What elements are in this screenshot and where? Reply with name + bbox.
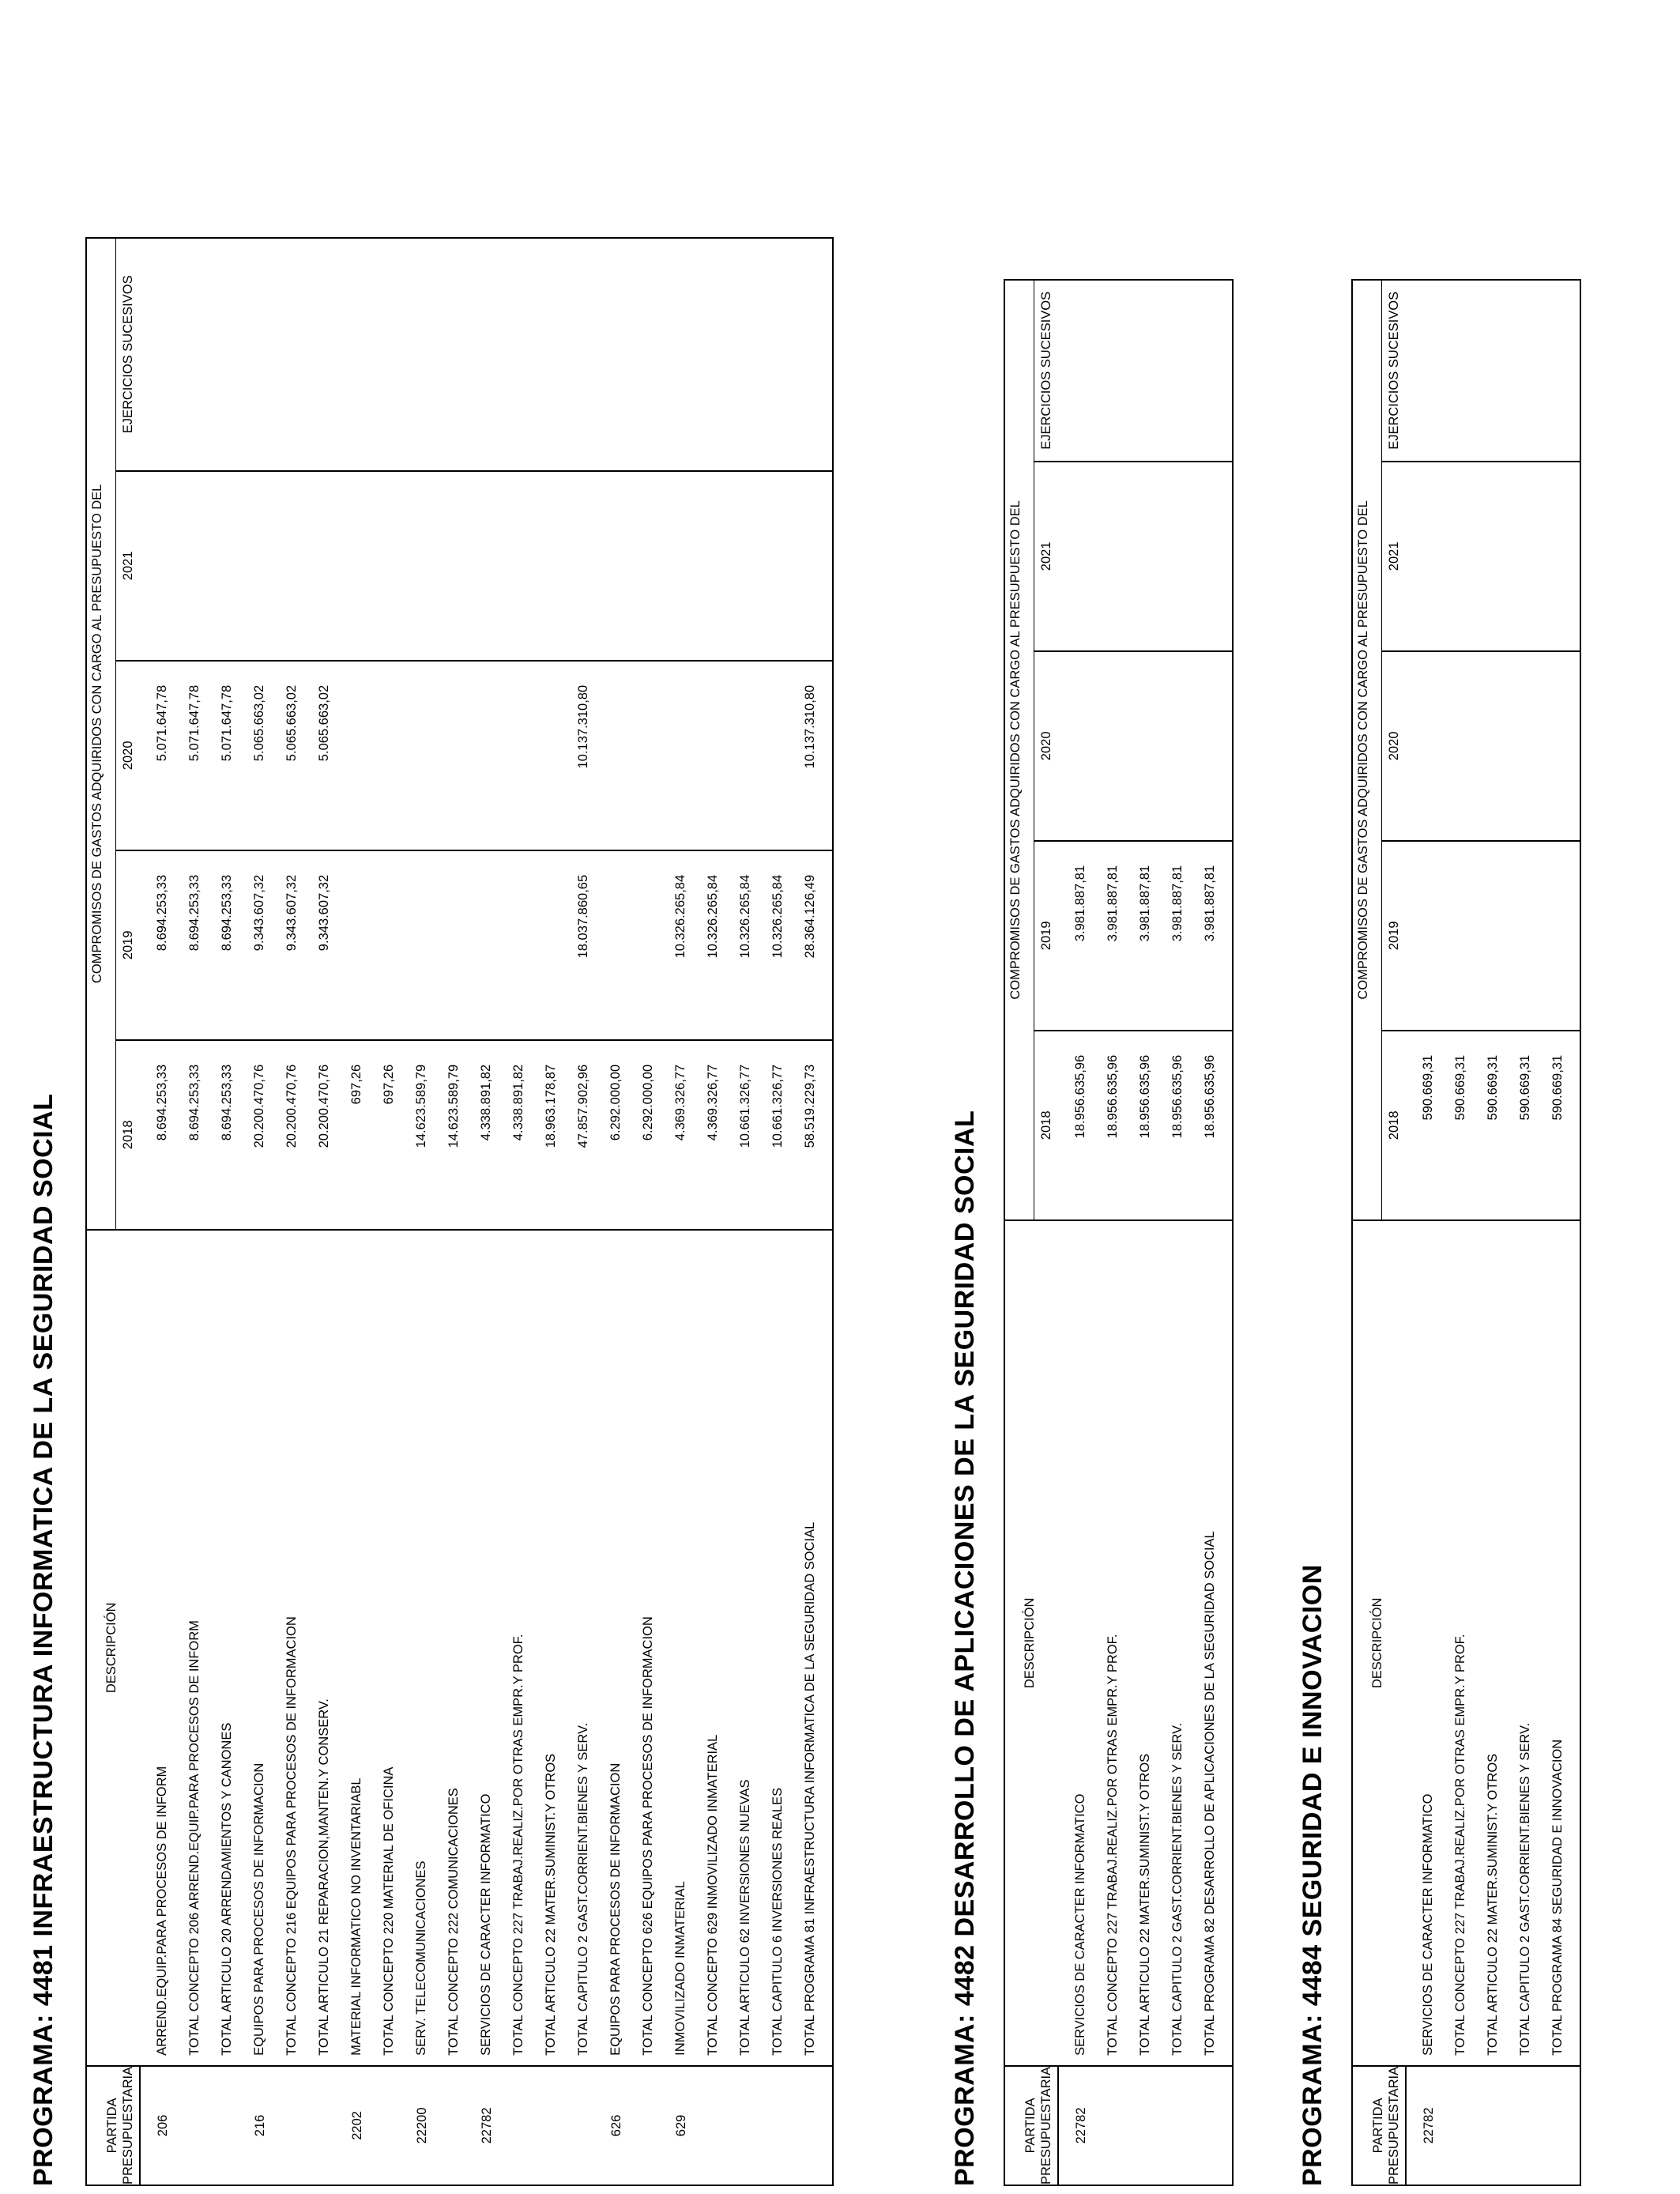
partida-column — [140, 2066, 833, 2185]
value-2021-cell — [405, 472, 438, 660]
compromisos-header: COMPROMISOS DE GASTOS ADQUIRIDOS CON CARGO AL PRESUPUESTO DEL — [86, 238, 116, 1230]
value-2019-cell — [535, 851, 567, 1039]
value-2018-cell: 8.694.253,33 — [220, 1064, 234, 1141]
value-2020-cell: 10.137.310,80 — [576, 684, 590, 769]
program-section-4484 — [1298, 279, 1581, 2186]
description-cell: TOTAL CAPITULO 2 GAST.CORRIENT.BIENES Y SERV. — [1170, 1722, 1185, 2056]
value-2021-cell — [341, 472, 373, 660]
value-2019-cell: 3.981.887,81 — [1106, 865, 1120, 942]
value-sucesivos-cell — [373, 239, 405, 470]
value-2020-cell — [1509, 652, 1542, 840]
value-2019-cell — [373, 851, 405, 1039]
partida-cell: 22782 — [480, 2107, 494, 2144]
value-2021-cell — [503, 472, 535, 660]
value-2019-cell — [1412, 842, 1445, 1030]
year-header-2018: 2018 — [116, 1040, 141, 1230]
values-2020-column — [1406, 651, 1580, 841]
year-header-sucesivos: EJERCICIOS SUCESIVOS — [1382, 280, 1407, 462]
partida-header: PARTIDA PRESUPUESTARIA — [1004, 2066, 1058, 2185]
value-2018-cell: 590.669,31 — [1421, 1054, 1435, 1121]
year-header-2019: 2019 — [1034, 841, 1059, 1031]
partida-header: PARTIDA PRESUPUESTARIA — [86, 2066, 140, 2185]
value-sucesivos-cell — [762, 239, 794, 470]
descripcion-column — [1058, 1220, 1233, 2066]
value-2020-cell: 5.065.663,02 — [317, 684, 331, 762]
value-2019-cell: 9.343.607,32 — [317, 874, 331, 952]
partida-cell — [568, 2067, 601, 2185]
values-2018-column — [1406, 1031, 1580, 1220]
program-section-4482 — [950, 279, 1234, 2186]
descripcion-header: DESCRIPCIÓN — [1004, 1220, 1058, 2066]
value-2019-cell: 3.981.887,81 — [1138, 865, 1152, 942]
descripcion-column — [1406, 1220, 1580, 2066]
value-2020-cell — [1445, 652, 1477, 840]
value-2021-cell — [762, 472, 794, 660]
values-2020-column — [140, 661, 833, 850]
program-title: PROGRAMA: 4484 SEGURIDAD E INNOVACION — [1298, 1564, 1328, 2186]
value-2018-cell: 18.963.178,87 — [544, 1064, 558, 1148]
value-2020-cell — [729, 662, 762, 850]
value-2018-cell: 8.694.253,33 — [187, 1064, 202, 1141]
values-2018-column — [140, 1040, 833, 1230]
values-2018-column — [1058, 1031, 1233, 1220]
value-2020-cell: 10.137.310,80 — [803, 684, 817, 769]
partida-cell — [1543, 2067, 1575, 2185]
description-cell: TOTAL CONCEPTO 206 ARREND.EQUIP.PARA PROCESOS DE INFORM — [187, 1620, 202, 2056]
partida-cell — [439, 2067, 471, 2185]
partida-cell — [277, 2067, 309, 2185]
value-2019-cell — [1445, 842, 1477, 1030]
partida-cell: 216 — [253, 2114, 267, 2137]
value-2018-cell: 10.661.326,77 — [738, 1064, 752, 1148]
value-2019-cell — [470, 851, 503, 1039]
value-2021-cell — [438, 472, 470, 660]
value-2019-cell — [1477, 842, 1509, 1030]
description-cell: TOTAL ARTICULO 62 INVERSIONES NUEVAS — [738, 1779, 752, 2056]
value-2018-cell: 20.200.470,76 — [252, 1064, 266, 1148]
partida-cell: 626 — [609, 2114, 623, 2137]
program-table — [85, 237, 834, 2186]
value-2021-cell — [1194, 462, 1226, 650]
value-2019-cell: 3.981.887,81 — [1203, 865, 1217, 942]
value-2019-cell — [1509, 842, 1542, 1030]
partida-cell: 629 — [674, 2114, 688, 2137]
value-2020-cell — [470, 662, 503, 850]
value-sucesivos-cell — [243, 239, 276, 470]
value-sucesivos-cell — [600, 239, 632, 470]
descripcion-header: DESCRIPCIÓN — [86, 1230, 140, 2066]
value-2018-cell: 697,26 — [349, 1064, 363, 1105]
value-2021-cell — [1477, 462, 1509, 650]
partida-cell — [1098, 2067, 1130, 2185]
description-cell: SERVICIOS DE CARACTER INFORMATICO — [1421, 1793, 1435, 2056]
value-sucesivos-cell — [1509, 281, 1542, 461]
value-2019-cell — [503, 851, 535, 1039]
value-sucesivos-cell — [1412, 281, 1445, 461]
value-2019-cell: 9.343.607,32 — [252, 874, 266, 952]
value-sucesivos-cell — [794, 239, 827, 470]
value-2018-cell: 4.338.891,82 — [511, 1064, 525, 1141]
year-header-2020: 2020 — [1034, 651, 1059, 841]
value-2021-cell — [211, 472, 243, 660]
year-header-2020: 2020 — [1382, 651, 1407, 841]
value-2018-cell: 6.292.000,00 — [641, 1064, 655, 1141]
description-cell: TOTAL ARTICULO 21 REPARACION,MANTEN.Y CONSERV. — [317, 1698, 331, 2056]
value-2021-cell — [308, 472, 341, 660]
partida-cell — [179, 2067, 212, 2185]
description-cell: TOTAL CONCEPTO 227 TRABAJ.REALIZ.POR OTRAS EMPR.Y PROF. — [511, 1634, 525, 2056]
value-2018-cell: 20.200.470,76 — [284, 1064, 299, 1148]
description-cell: TOTAL PROGRAMA 81 INFRAESTRUCTURA INFORMATICA DE LA SEGURIDAD SOCIAL — [803, 1521, 817, 2056]
value-2018-cell: 20.200.470,76 — [317, 1064, 331, 1148]
value-2020-cell — [373, 662, 405, 850]
compromisos-header: COMPROMISOS DE GASTOS ADQUIRIDOS CON CARGO AL PRESUPUESTO DEL — [1352, 280, 1382, 1220]
value-2020-cell — [697, 662, 729, 850]
description-cell: TOTAL CONCEPTO 216 EQUIPOS PARA PROCESOS DE INFORMACION — [284, 1616, 299, 2056]
value-2018-cell: 58.519.229,73 — [803, 1064, 817, 1148]
year-header-2018: 2018 — [1034, 1031, 1059, 1220]
value-2019-cell — [438, 851, 470, 1039]
value-2018-cell: 18.956.635,96 — [1106, 1054, 1120, 1139]
partida-cell — [698, 2067, 730, 2185]
value-2020-cell — [1477, 652, 1509, 840]
partida-cell: 2202 — [350, 2111, 364, 2140]
year-header-sucesivos: EJERCICIOS SUCESIVOS — [116, 238, 141, 471]
value-sucesivos-cell — [697, 239, 729, 470]
partida-cell: 22200 — [415, 2107, 429, 2144]
partida-cell: 22782 — [1422, 2107, 1436, 2144]
value-2018-cell: 590.669,31 — [1453, 1054, 1467, 1121]
value-2021-cell — [179, 472, 211, 660]
value-2019-cell — [341, 851, 373, 1039]
partida-column — [1058, 2066, 1233, 2185]
value-sucesivos-cell — [341, 239, 373, 470]
partida-cell — [536, 2067, 568, 2185]
value-2020-cell: 5.071.647,78 — [155, 684, 169, 762]
partida-cell: 22782 — [1074, 2107, 1088, 2144]
description-cell: TOTAL CAPITULO 2 GAST.CORRIENT.BIENES Y SERV. — [1518, 1722, 1532, 2056]
description-cell: TOTAL CONCEPTO 626 EQUIPOS PARA PROCESOS DE INFORMACION — [641, 1616, 655, 2056]
value-sucesivos-cell — [535, 239, 567, 470]
value-2019-cell: 10.326.265,84 — [738, 874, 752, 959]
description-cell: TOTAL ARTICULO 22 MATER.SUMINIST.Y OTROS — [1486, 1753, 1500, 2056]
value-2020-cell: 5.071.647,78 — [220, 684, 234, 762]
partida-cell — [1162, 2067, 1195, 2185]
value-2019-cell: 10.326.265,84 — [770, 874, 785, 959]
value-2020-cell — [665, 662, 697, 850]
value-2019-cell: 8.694.253,33 — [220, 874, 234, 952]
value-sucesivos-cell — [308, 239, 341, 470]
description-cell: SERVICIOS DE CARACTER INFORMATICO — [479, 1793, 493, 2056]
description-cell: TOTAL PROGRAMA 82 DESARROLLO DE APLICACIONES DE LA SEGURIDAD SOCIAL — [1203, 1531, 1217, 2056]
description-cell: ARREND.EQUIP.PARA PROCESOS DE INFORM — [155, 1766, 169, 2056]
value-2021-cell — [1129, 462, 1162, 650]
value-2018-cell: 4.338.891,82 — [479, 1064, 493, 1141]
partida-column — [1406, 2066, 1580, 2185]
partida-cell — [212, 2067, 244, 2185]
value-2021-cell — [1162, 462, 1194, 650]
value-2018-cell: 14.623.589,79 — [446, 1064, 461, 1148]
year-header-sucesivos: EJERCICIOS SUCESIVOS — [1034, 280, 1059, 462]
description-cell: TOTAL CONCEPTO 629 INMOVILIZADO INMATERIAL — [706, 1734, 720, 2056]
year-header-2020: 2020 — [116, 661, 141, 850]
year-header-2021: 2021 — [116, 471, 141, 661]
value-2021-cell — [373, 472, 405, 660]
partida-cell — [1130, 2067, 1162, 2185]
value-2020-cell — [438, 662, 470, 850]
value-2020-cell — [1129, 652, 1162, 840]
partida-cell — [1478, 2067, 1510, 2185]
value-2021-cell — [243, 472, 276, 660]
value-2020-cell — [1542, 652, 1574, 840]
partida-cell — [1445, 2067, 1478, 2185]
value-2020-cell — [762, 662, 794, 850]
program-section-4481 — [28, 237, 834, 2186]
description-cell: INMOVILIZADO INMATERIAL — [673, 1881, 687, 2056]
value-sucesivos-cell — [438, 239, 470, 470]
value-2018-cell: 590.669,31 — [1486, 1054, 1500, 1121]
description-cell: TOTAL ARTICULO 22 MATER.SUMINIST.Y OTROS — [1138, 1753, 1152, 2056]
year-header-2018: 2018 — [1382, 1031, 1407, 1220]
value-2018-cell: 10.661.326,77 — [770, 1064, 785, 1148]
value-sucesivos-cell — [1445, 281, 1477, 461]
value-sucesivos-cell — [729, 239, 762, 470]
value-sucesivos-cell — [632, 239, 665, 470]
value-2020-cell — [600, 662, 632, 850]
description-cell: EQUIPOS PARA PROCESOS DE INFORMACION — [252, 1762, 266, 2056]
year-header-2021: 2021 — [1382, 462, 1407, 651]
partida-cell — [633, 2067, 665, 2185]
value-2021-cell — [470, 472, 503, 660]
value-sucesivos-cell — [503, 239, 535, 470]
value-sucesivos-cell — [1162, 281, 1194, 461]
description-cell: EQUIPOS PARA PROCESOS DE INFORMACION — [608, 1762, 623, 2056]
value-2021-cell — [1412, 462, 1445, 650]
value-2021-cell — [1445, 462, 1477, 650]
value-2021-cell — [794, 472, 827, 660]
value-2020-cell — [632, 662, 665, 850]
value-sucesivos-cell — [1129, 281, 1162, 461]
value-sucesivos-cell — [1542, 281, 1574, 461]
description-cell: TOTAL CONCEPTO 227 TRABAJ.REALIZ.POR OTRAS EMPR.Y PROF. — [1453, 1634, 1467, 2056]
value-2018-cell: 18.956.635,96 — [1170, 1054, 1185, 1139]
value-2020-cell — [535, 662, 567, 850]
value-2020-cell: 5.065.663,02 — [252, 684, 266, 762]
value-2020-cell — [1412, 652, 1445, 840]
descripcion-header: DESCRIPCIÓN — [1352, 1220, 1406, 2066]
description-cell: TOTAL CONCEPTO 227 TRABAJ.REALIZ.POR OTRAS EMPR.Y PROF. — [1106, 1634, 1120, 2056]
description-cell: TOTAL CAPITULO 6 INVERSIONES REALES — [770, 1787, 785, 2056]
value-2018-cell: 8.694.253,33 — [155, 1064, 169, 1141]
value-2019-cell: 10.326.265,84 — [706, 874, 720, 959]
value-2021-cell — [1542, 462, 1574, 650]
value-2019-cell — [405, 851, 438, 1039]
value-sucesivos-cell — [665, 239, 697, 470]
program-table — [1004, 279, 1234, 2186]
value-sucesivos-cell — [1194, 281, 1226, 461]
description-cell: TOTAL CONCEPTO 222 COMUNICACIONES — [446, 1788, 461, 2056]
value-2019-cell — [632, 851, 665, 1039]
value-2020-cell — [1194, 652, 1226, 840]
values-2021-column — [1406, 462, 1580, 651]
description-cell: SERV. TELECOMUNICACIONES — [414, 1860, 428, 2056]
value-2020-cell — [503, 662, 535, 850]
value-2021-cell — [729, 472, 762, 660]
value-sucesivos-cell — [1064, 281, 1097, 461]
value-2019-cell — [1542, 842, 1574, 1030]
program-table — [1351, 279, 1581, 2186]
value-2021-cell — [1509, 462, 1542, 650]
value-2021-cell — [146, 472, 179, 660]
value-sucesivos-cell — [405, 239, 438, 470]
value-2019-cell — [600, 851, 632, 1039]
program-title: PROGRAMA: 4482 DESARROLLO DE APLICACIONES DE LA SEGURIDAD SOCIAL — [950, 1110, 980, 2186]
value-2018-cell: 47.857.902,96 — [576, 1064, 590, 1148]
values-2020-column — [1058, 651, 1233, 841]
values-2019-column — [140, 850, 833, 1040]
partida-cell — [763, 2067, 795, 2185]
value-2021-cell — [665, 472, 697, 660]
value-2019-cell: 8.694.253,33 — [155, 874, 169, 952]
value-2018-cell: 18.956.635,96 — [1138, 1054, 1152, 1139]
value-2019-cell: 9.343.607,32 — [284, 874, 299, 952]
value-sucesivos-cell — [567, 239, 600, 470]
year-header-2021: 2021 — [1034, 462, 1059, 651]
value-2018-cell: 697,26 — [382, 1064, 396, 1105]
value-sucesivos-cell — [470, 239, 503, 470]
value-2020-cell: 5.065.663,02 — [284, 684, 299, 762]
value-2019-cell: 8.694.253,33 — [187, 874, 202, 952]
partida-cell — [730, 2067, 763, 2185]
value-2018-cell: 18.956.635,96 — [1073, 1054, 1087, 1139]
partida-cell — [795, 2067, 827, 2185]
value-2018-cell: 14.623.589,79 — [414, 1064, 428, 1148]
value-2021-cell — [600, 472, 632, 660]
value-2021-cell — [1097, 462, 1129, 650]
value-2020-cell — [1097, 652, 1129, 840]
description-cell: TOTAL CAPITULO 2 GAST.CORRIENT.BIENES Y SERV. — [576, 1722, 590, 2056]
value-2020-cell — [1162, 652, 1194, 840]
description-cell: SERVICIOS DE CARACTER INFORMATICO — [1073, 1793, 1087, 2056]
value-2019-cell: 3.981.887,81 — [1170, 865, 1185, 942]
value-2021-cell — [567, 472, 600, 660]
value-2018-cell: 590.669,31 — [1550, 1054, 1565, 1121]
value-2018-cell: 4.369.326,77 — [673, 1064, 687, 1141]
description-cell: MATERIAL INFORMATICO NO INVENTARIABL — [349, 1777, 363, 2056]
value-2019-cell: 28.364.126,49 — [803, 874, 817, 959]
value-2018-cell: 6.292.000,00 — [608, 1064, 623, 1141]
value-2018-cell: 590.669,31 — [1518, 1054, 1532, 1121]
compromisos-header: COMPROMISOS DE GASTOS ADQUIRIDOS CON CARGO AL PRESUPUESTO DEL — [1004, 280, 1034, 1220]
partida-cell — [503, 2067, 536, 2185]
partida-cell — [1195, 2067, 1227, 2185]
values-2021-column — [140, 471, 833, 661]
value-2020-cell — [405, 662, 438, 850]
value-sucesivos-cell — [211, 239, 243, 470]
value-sucesivos-cell — [276, 239, 308, 470]
value-2018-cell: 4.369.326,77 — [706, 1064, 720, 1141]
values-2019-column — [1058, 841, 1233, 1031]
value-sucesivos-cell — [179, 239, 211, 470]
partida-cell — [374, 2067, 406, 2185]
description-cell: TOTAL CONCEPTO 220 MATERIAL DE OFICINA — [382, 1766, 396, 2056]
value-2021-cell — [535, 472, 567, 660]
values-2021-column — [1058, 462, 1233, 651]
value-2020-cell: 5.071.647,78 — [187, 684, 202, 762]
description-cell: TOTAL ARTICULO 20 ARRENDAMIENTOS Y CANONES — [220, 1722, 234, 2056]
partida-cell — [309, 2067, 341, 2185]
value-sucesivos-cell — [1477, 281, 1509, 461]
year-header-2019: 2019 — [1382, 841, 1407, 1031]
values-sucesivos-column — [1406, 280, 1580, 462]
values-sucesivos-column — [1058, 280, 1233, 462]
value-2021-cell — [276, 472, 308, 660]
value-2021-cell — [632, 472, 665, 660]
description-cell: TOTAL PROGRAMA 84 SEGURIDAD E INNOVACION — [1550, 1739, 1565, 2056]
descripcion-column — [140, 1230, 833, 2066]
value-sucesivos-cell — [146, 239, 179, 470]
program-title: PROGRAMA: 4481 INFRAESTRUCTURA INFORMATICA DE LA SEGURIDAD SOCIAL — [28, 1093, 58, 2186]
value-2019-cell: 3.981.887,81 — [1073, 865, 1087, 942]
description-cell: TOTAL ARTICULO 22 MATER.SUMINIST.Y OTROS — [544, 1753, 558, 2056]
value-sucesivos-cell — [1097, 281, 1129, 461]
value-2021-cell — [697, 472, 729, 660]
value-2020-cell — [341, 662, 373, 850]
value-2019-cell: 10.326.265,84 — [673, 874, 687, 959]
value-2020-cell — [1064, 652, 1097, 840]
value-2019-cell: 18.037.860,65 — [576, 874, 590, 959]
partida-cell: 206 — [156, 2114, 170, 2137]
partida-cell — [1510, 2067, 1543, 2185]
value-2021-cell — [1064, 462, 1097, 650]
year-header-2019: 2019 — [116, 850, 141, 1040]
partida-header: PARTIDA PRESUPUESTARIA — [1352, 2066, 1406, 2185]
values-sucesivos-column — [140, 238, 833, 471]
value-2018-cell: 18.956.635,96 — [1203, 1054, 1217, 1139]
values-2019-column — [1406, 841, 1580, 1031]
